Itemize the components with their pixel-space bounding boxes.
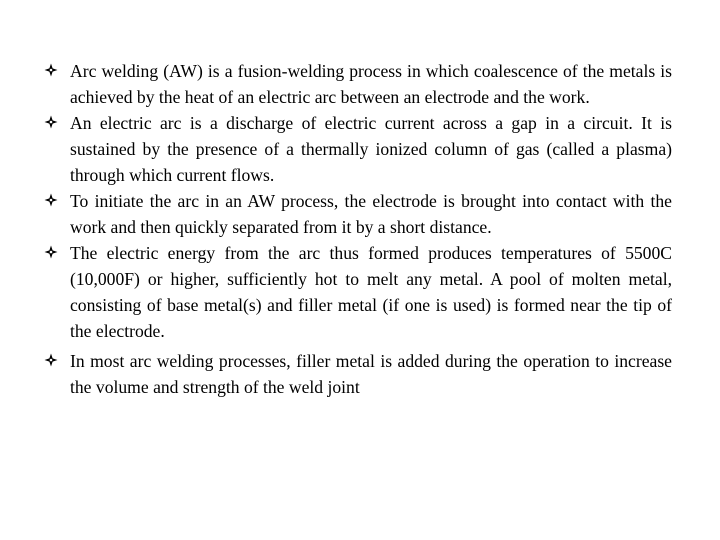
bullet-text: In most arc welding processes, filler metal is added during the operation to increase the volume and strength of the weld joint: [70, 351, 672, 397]
bullet-item: [44, 240, 672, 344]
diamond-bullet-icon: [44, 63, 58, 77]
diamond-bullet-icon: [44, 245, 58, 259]
diamond-bullet-icon: [44, 115, 58, 129]
diamond-bullet-icon: [44, 193, 58, 207]
diamond-bullet-icon: [44, 353, 58, 367]
bullet-list: [44, 58, 672, 400]
bullet-item: [44, 58, 672, 110]
bullet-item: [44, 188, 672, 240]
bullet-text: An electric arc is a discharge of electric current across a gap in a circuit. It is sustained by the presence of a thermally ionized column of gas (called a plasma) through which current flows.: [70, 113, 672, 185]
bullet-text: Arc welding (AW) is a fusion-welding process in which coalescence of the metals is achieved by the heat of an electric arc between an electrode and the work.: [70, 61, 672, 107]
bullet-item: [44, 348, 672, 400]
bullet-item: [44, 110, 672, 188]
bullet-text: To initiate the arc in an AW process, the electrode is brought into contact with the work and then quickly separated from it by a short distance.: [70, 191, 672, 237]
bullet-text: The electric energy from the arc thus formed produces temperatures of 5500C (10,000F) or higher, sufficiently hot to melt any metal. A pool of molten metal, consisting of base metal(s) and filler metal (if one is used) is formed near the tip of the electrode.: [70, 243, 672, 341]
